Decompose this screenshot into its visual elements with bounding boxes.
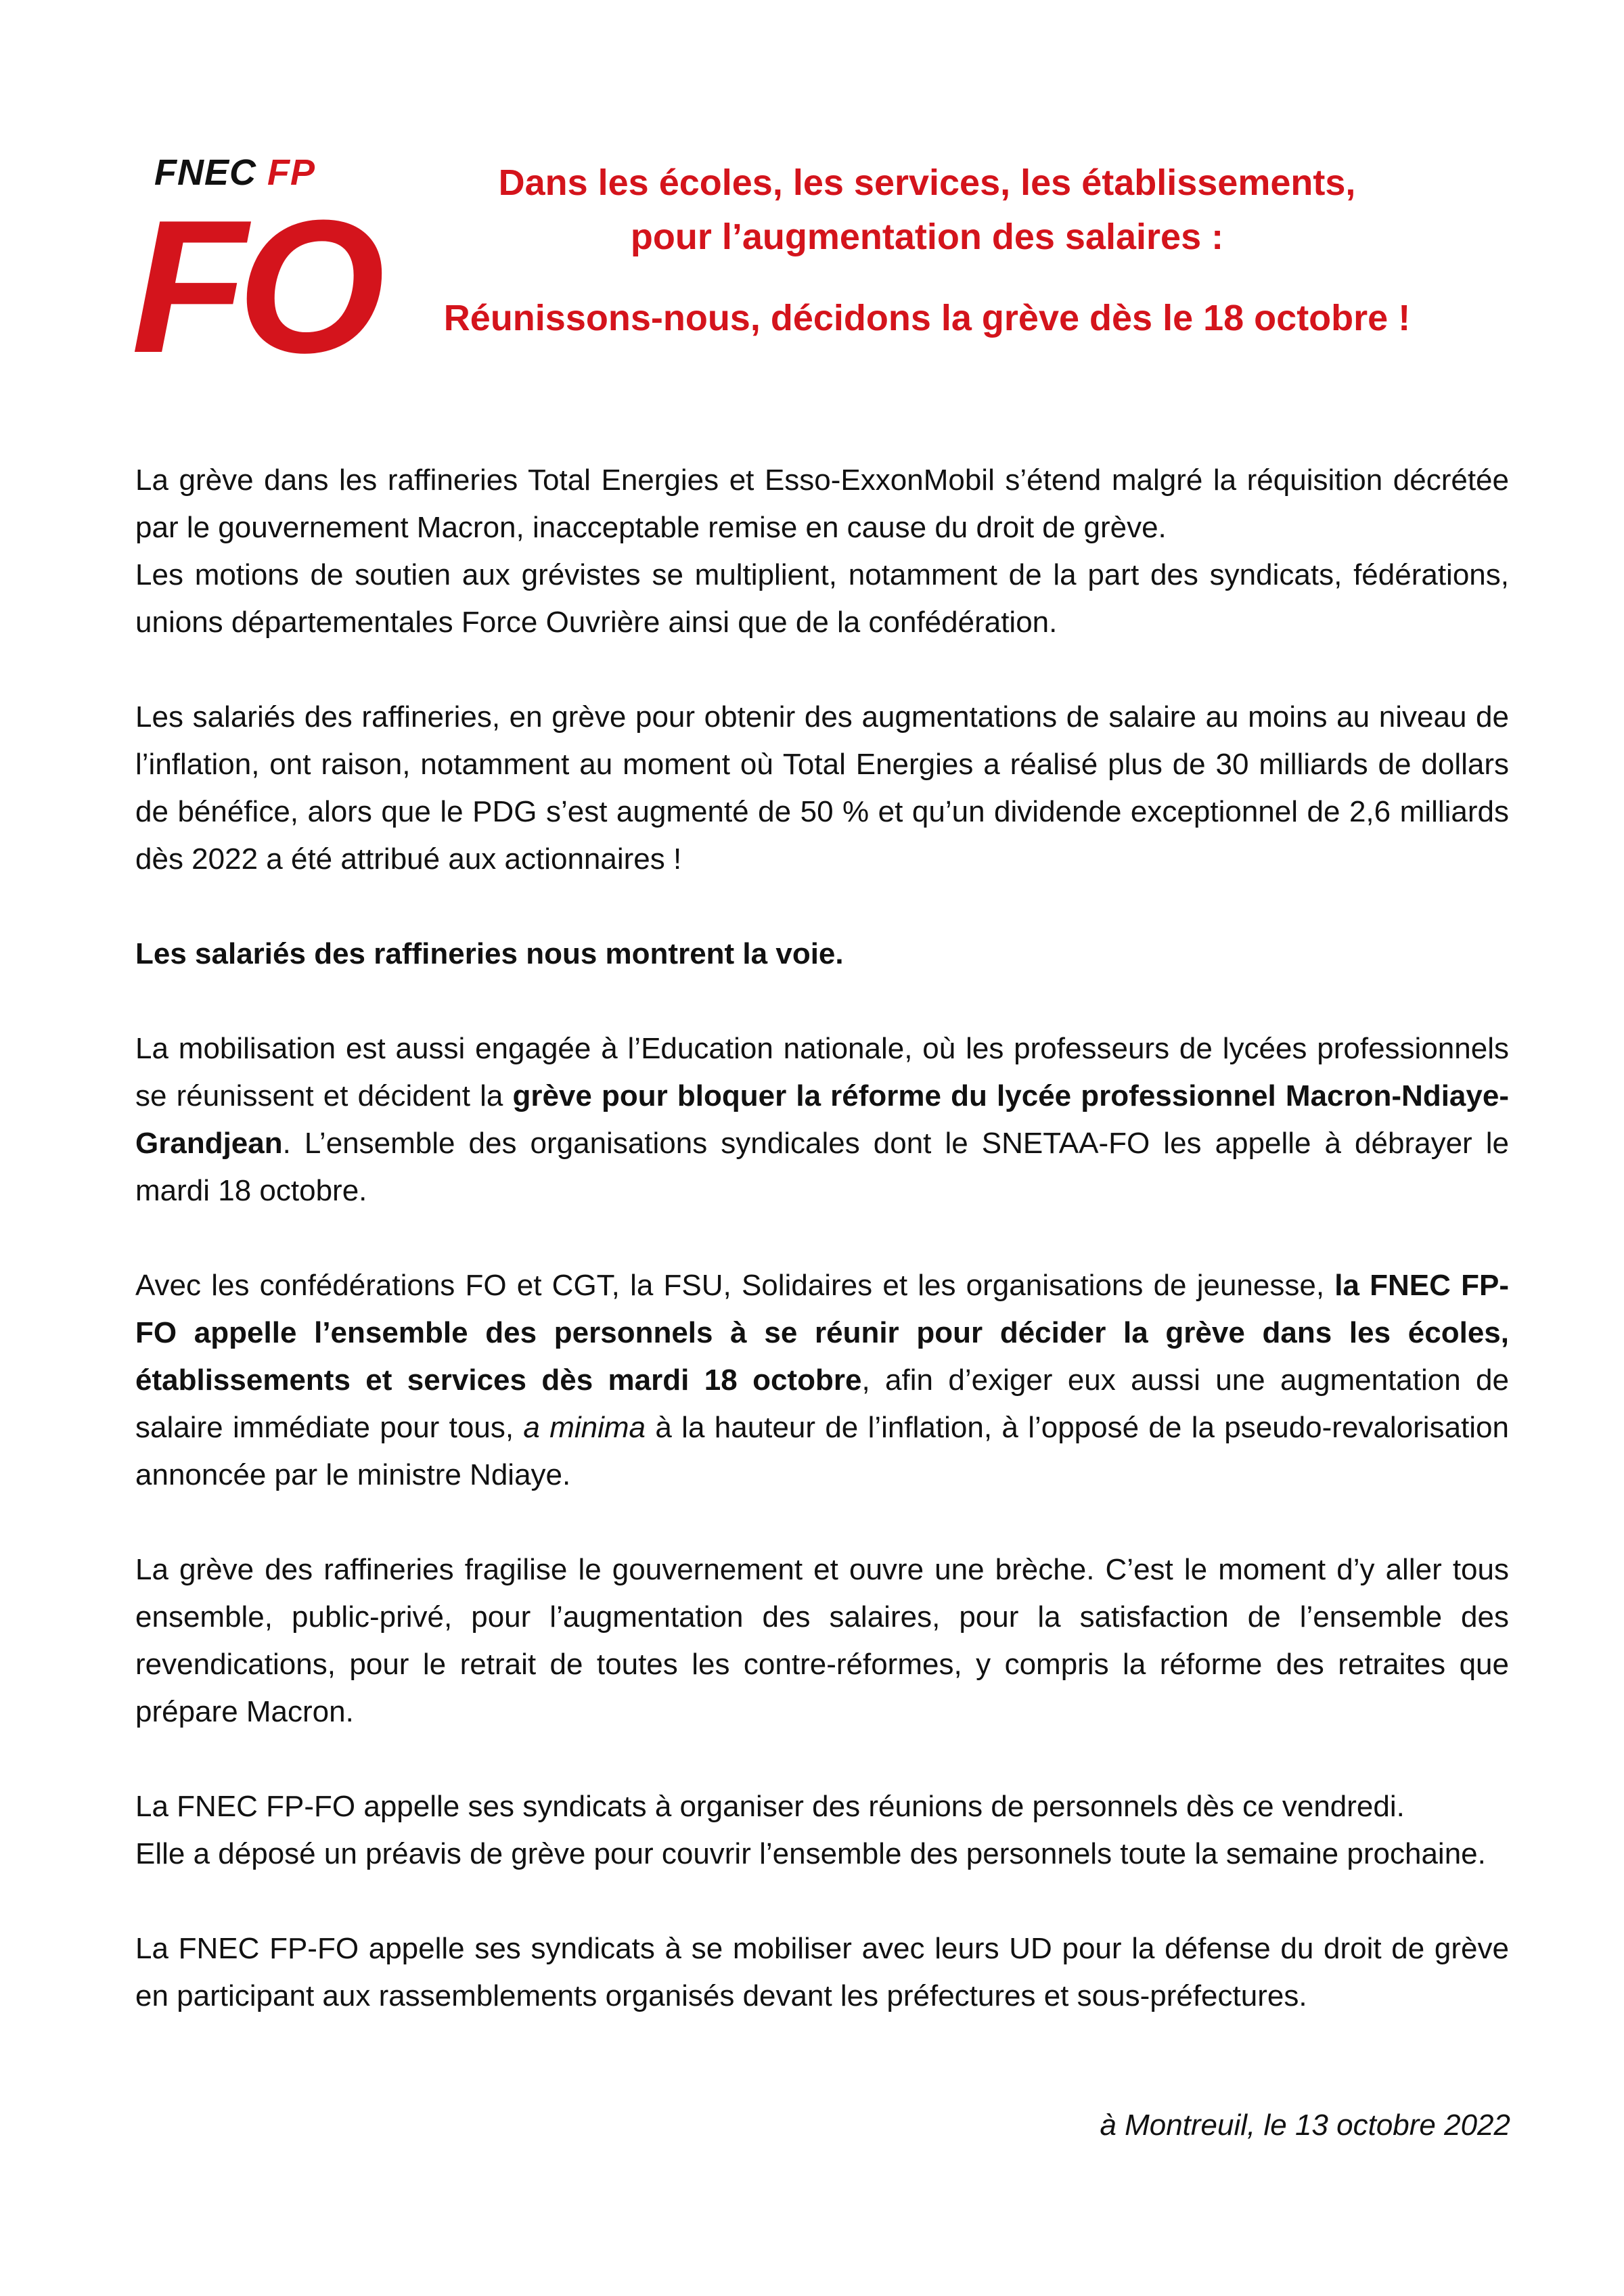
paragraph-4-part-c: . L’ensemble des organisations syndicales dont le SNETAA-FO les appelle à débrayer le mardi 18 octobre. [135,1127,1509,1207]
paragraph-5-part-c: , afin d’exiger eux aussi une augmentation de salaire immédiate pour tous, [135,1364,1510,1444]
paragraph-4 [135,1025,1509,1215]
paragraph-5-part-a: Avec les confédérations FO et CGT, la FSU, Solidaires et les organisations de jeunesse, [135,1269,1335,1302]
fnec-fp-fo-logo [126,152,376,392]
headline-line-3: Réunissons-nous, décidons la grève dès le 18 octobre ! [443,298,1411,338]
paragraph-5 [135,1262,1509,1499]
paragraph-8: La FNEC FP-FO appelle ses syndicats à se mobiliser avec leurs UD pour la défense du droit de grève en participant aux rassemblements organisés devant les préfectures et sous-préfectures. [135,1932,1509,2012]
document-body [135,457,1509,2020]
logo-fnec: FNEC [154,152,256,193]
logo-fo-text: FO [131,181,376,392]
paragraph-5-italic: a minima [523,1411,646,1444]
paragraph-7-sentence-2: Elle a déposé un préavis de grève pour couvrir l’ensemble des personnels toute la semaine prochaine. [135,1837,1486,1870]
paragraph-1-sentence-1: La grève dans les raffineries Total Energies et Esso-ExxonMobil s’étend malgré la réquisition décrétée par le gouvernement Macron, inacceptable remise en cause du droit de grève. [135,464,1509,544]
paragraph-7-sentence-1: La FNEC FP-FO appelle ses syndicats à organiser des réunions de personnels dès ce vendredi. [135,1790,1405,1823]
paragraph-4-bold: grève pour bloquer la réforme du lycée professionnel Macron-Ndiaye-Grandjean [135,1079,1509,1160]
paragraph-1 [135,457,1509,646]
paragraph-4-part-a: La mobilisation est aussi engagée à l’Education nationale, où les professeurs de lycées professionnels se réunissent et décident la [135,1032,1509,1112]
signature-place-date: à Montreuil, le 13 octobre 2022 [1100,2109,1510,2142]
paragraph-1-sentence-2: Les motions de soutien aux grévistes se multiplient, notamment de la part des syndicats, fédérations, unions départementales Force Ouvrière ainsi que de la confédération. [135,558,1509,639]
headline-line-2: pour l’augmentation des salaires : [630,217,1224,257]
logo-fp: FP [267,152,316,193]
headline [365,156,1489,345]
logo-fo-mark [126,181,376,392]
paragraph-3-bold: Les salariés des raffineries nous montrent la voie. [135,937,844,970]
paragraph-3 [135,930,1509,978]
paragraph-6: La grève des raffineries fragilise le gouvernement et ouvre une brèche. C’est le moment d’y aller tous ensemble, public-privé, pour l’augmentation des salaires, pour la satisfaction de l’ensemble des revendications, pour le retrait de toutes les contre-réformes, y compris la réforme des retraites que prépare Macron. [135,1553,1509,1728]
paragraph-5-bold: la FNEC FP-FO appelle l’ensemble des personnels à se réunir pour décider la grève dans les écoles, établissements et services dès mardi 18 octobre [135,1269,1509,1397]
headline-line-1: Dans les écoles, les services, les établissements, [498,162,1356,203]
paragraph-7 [135,1783,1509,1878]
paragraph-5-part-e: à la hauteur de l’inflation, à l’opposé de la pseudo-revalorisation annoncée par le ministre Ndiaye. [135,1411,1509,1491]
paragraph-2: Les salariés des raffineries, en grève pour obtenir des augmentations de salaire au moins au niveau de l’inflation, ont raison, notamment au moment où Total Energies a réalisé plus de 30 milliards de dollars de bénéfice, alors que le PDG s’est augmenté de 50 % et qu’un dividende exceptionnel de 2,6 milliards dès 2022 a été attribué aux actionnaires ! [135,700,1509,876]
